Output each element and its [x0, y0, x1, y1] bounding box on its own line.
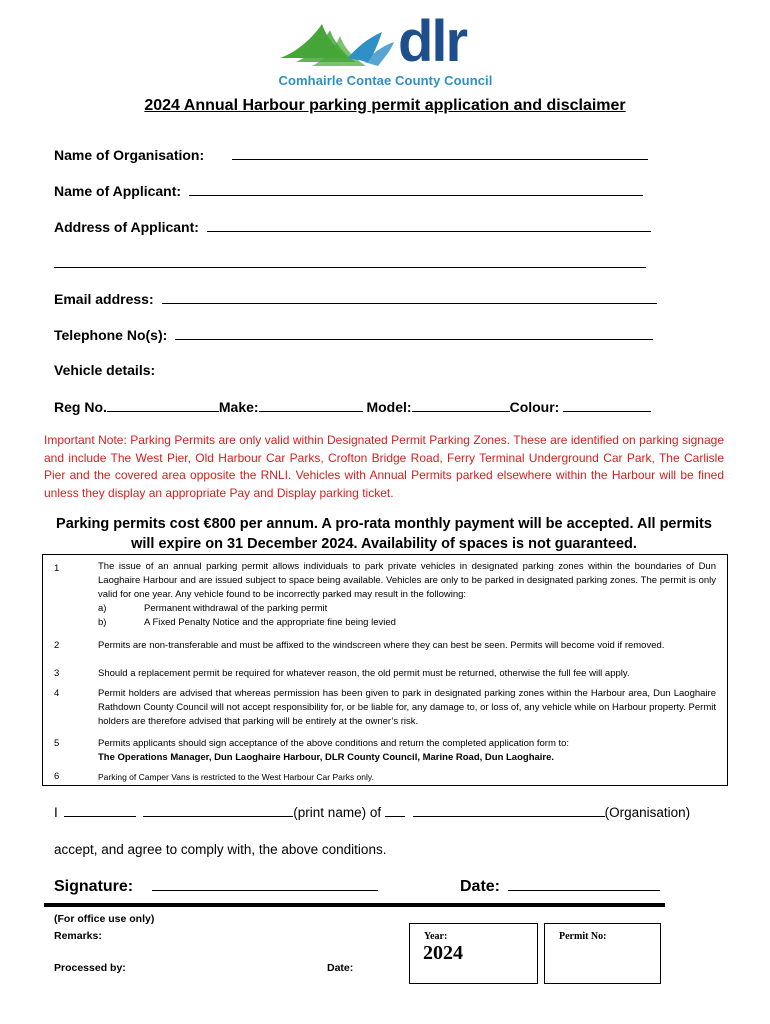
declaration-accept: accept, and agree to comply with, the above conditions.	[54, 842, 387, 857]
declaration-org-line-2[interactable]	[413, 803, 605, 817]
condition-1b-text: A Fixed Penalty Notice and the appropriate fine being levied	[144, 617, 396, 628]
condition-text-2: Permits are non-transferable and must be affixed to the windscreen where they can best be seen. Permits will become void if removed.	[98, 640, 665, 651]
condition-text-5-body: Permits applicants should sign acceptance of the above conditions and return the completed application form to:	[98, 738, 570, 749]
condition-text-6: Parking of Camper Vans is restricted to the West Harbour Car Parks only.	[98, 772, 374, 782]
telephone-line[interactable]	[175, 326, 653, 340]
condition-1a-text: Permanent withdrawal of the parking permit	[144, 603, 328, 614]
condition-text-5	[98, 737, 716, 765]
dlr-logo-text: dlr	[398, 9, 467, 74]
address-field-2[interactable]	[54, 254, 646, 271]
declaration-name-line-1[interactable]	[64, 803, 136, 817]
vehicle-details-label: Vehicle details:	[54, 362, 156, 378]
cost-statement	[44, 514, 724, 554]
year-box	[409, 923, 538, 984]
make-line[interactable]	[259, 398, 363, 412]
address-label: Address of Applicant:	[54, 219, 199, 235]
condition-number-3: 3	[54, 668, 60, 679]
signature-field[interactable]	[54, 877, 378, 896]
model-line[interactable]	[412, 398, 510, 412]
condition-number-6: 6	[54, 771, 60, 782]
condition-1b	[98, 616, 398, 630]
signature-label: Signature:	[54, 878, 134, 895]
applicant-field[interactable]	[54, 182, 643, 199]
condition-text-4: Permit holders are advised that whereas permission has been given to park in designated parking zones within the Harbour area, Dun Laoghaire Rathdown County Council will not accept responsibility for, or be liable for, any damage to, or loss of, any vehicle while on Harbour property. Permit holders are therefore advised that parking will be entirely at the owner’s risk.	[98, 688, 716, 727]
condition-text-3: Should a replacement permit be required for whatever reason, the old permit must be returned, otherwise the full fee will apply.	[98, 668, 630, 679]
condition-number-1: 1	[54, 563, 60, 574]
condition-1a	[98, 602, 398, 616]
processed-by-label: Processed by:	[54, 962, 126, 974]
make-label: Make:	[218, 399, 259, 415]
address-field[interactable]	[54, 218, 651, 235]
office-use-heading: (For office use only)	[54, 913, 155, 925]
vehicle-row[interactable]	[54, 398, 651, 415]
declaration-line[interactable]	[54, 803, 690, 820]
divider-rule	[44, 903, 665, 907]
permit-no-label: Permit No:	[559, 931, 607, 942]
address-line[interactable]	[207, 218, 651, 232]
reg-no-line[interactable]	[107, 398, 219, 412]
declaration-i: I	[54, 805, 58, 820]
reg-no-label: Reg No.	[54, 399, 107, 415]
condition-number-5: 5	[54, 738, 60, 749]
applicant-label: Name of Applicant:	[54, 183, 182, 199]
model-label: Model:	[366, 399, 412, 415]
email-line[interactable]	[162, 290, 657, 304]
condition-number-4: 4	[54, 688, 60, 699]
page-title: 2024 Annual Harbour parking permit application and disclaimer	[144, 97, 626, 114]
remarks-label: Remarks:	[54, 930, 102, 942]
telephone-label: Telephone No(s):	[54, 327, 168, 343]
condition-text-5-address: The Operations Manager, Dun Laoghaire Harbour, DLR County Council, Marine Road, Dun Laoghaire.	[98, 752, 555, 763]
signature-line[interactable]	[152, 877, 378, 891]
email-field[interactable]	[54, 290, 657, 307]
declaration-org-line-1[interactable]	[385, 803, 405, 817]
condition-text-1: The issue of an annual parking permit allows individuals to park private vehicles in designated parking zones within the boundaries of Dun Laoghaire Harbour and are issued subject to space being available. Vehicles are only to be parked in designated parking zones. The permit is only valid for one year. Any vehicle found to be incorrectly parked may result in the following:	[98, 561, 716, 600]
organisation-field[interactable]	[54, 146, 648, 163]
declaration-organisation: (Organisation)	[604, 805, 691, 820]
cost-line-2: will expire on 31 December 2024. Availability of spaces is not guaranteed.	[131, 536, 637, 552]
condition-1a-label: a)	[98, 603, 107, 614]
cost-line-1: Parking permits cost €800 per annum. A pro-rata monthly payment will be accepted. All permits	[56, 516, 712, 532]
address-line-2[interactable]	[54, 254, 646, 268]
office-date-label: Date:	[327, 962, 354, 974]
declaration-print-name: (print name) of	[293, 805, 382, 820]
year-value: 2024	[423, 942, 463, 964]
important-note: Important Note: Parking Permits are only valid within Designated Permit Parking Zones. These are identified on parking signage and include The West Pier, Old Harbour Car Parks, Crofton Bridge Road, Ferry Terminal Underground Car Park, The Carlisle Pier and the covered area opposite the RNLI. Vehicles with Annual Permits parked elsewhere within the Harbour will be fined unless they display an appropriate Pay and Display parking ticket.	[44, 433, 724, 500]
permit-no-box	[544, 923, 661, 984]
declaration-name-line-2[interactable]	[143, 803, 293, 817]
colour-label: Colour:	[509, 399, 560, 415]
condition-1b-label: b)	[98, 617, 107, 628]
date-field[interactable]	[460, 877, 660, 896]
signature-date-label: Date:	[460, 878, 501, 895]
organisation-line[interactable]	[232, 146, 648, 160]
colour-line[interactable]	[563, 398, 651, 412]
condition-number-2: 2	[54, 640, 60, 651]
applicant-line[interactable]	[189, 182, 643, 196]
signature-date-line[interactable]	[508, 877, 660, 891]
telephone-field[interactable]	[54, 326, 653, 343]
organisation-label: Name of Organisation:	[54, 147, 205, 163]
email-label: Email address:	[54, 291, 154, 307]
council-name: Comhairle Contae County Council	[278, 73, 493, 88]
year-label: Year:	[424, 931, 448, 942]
